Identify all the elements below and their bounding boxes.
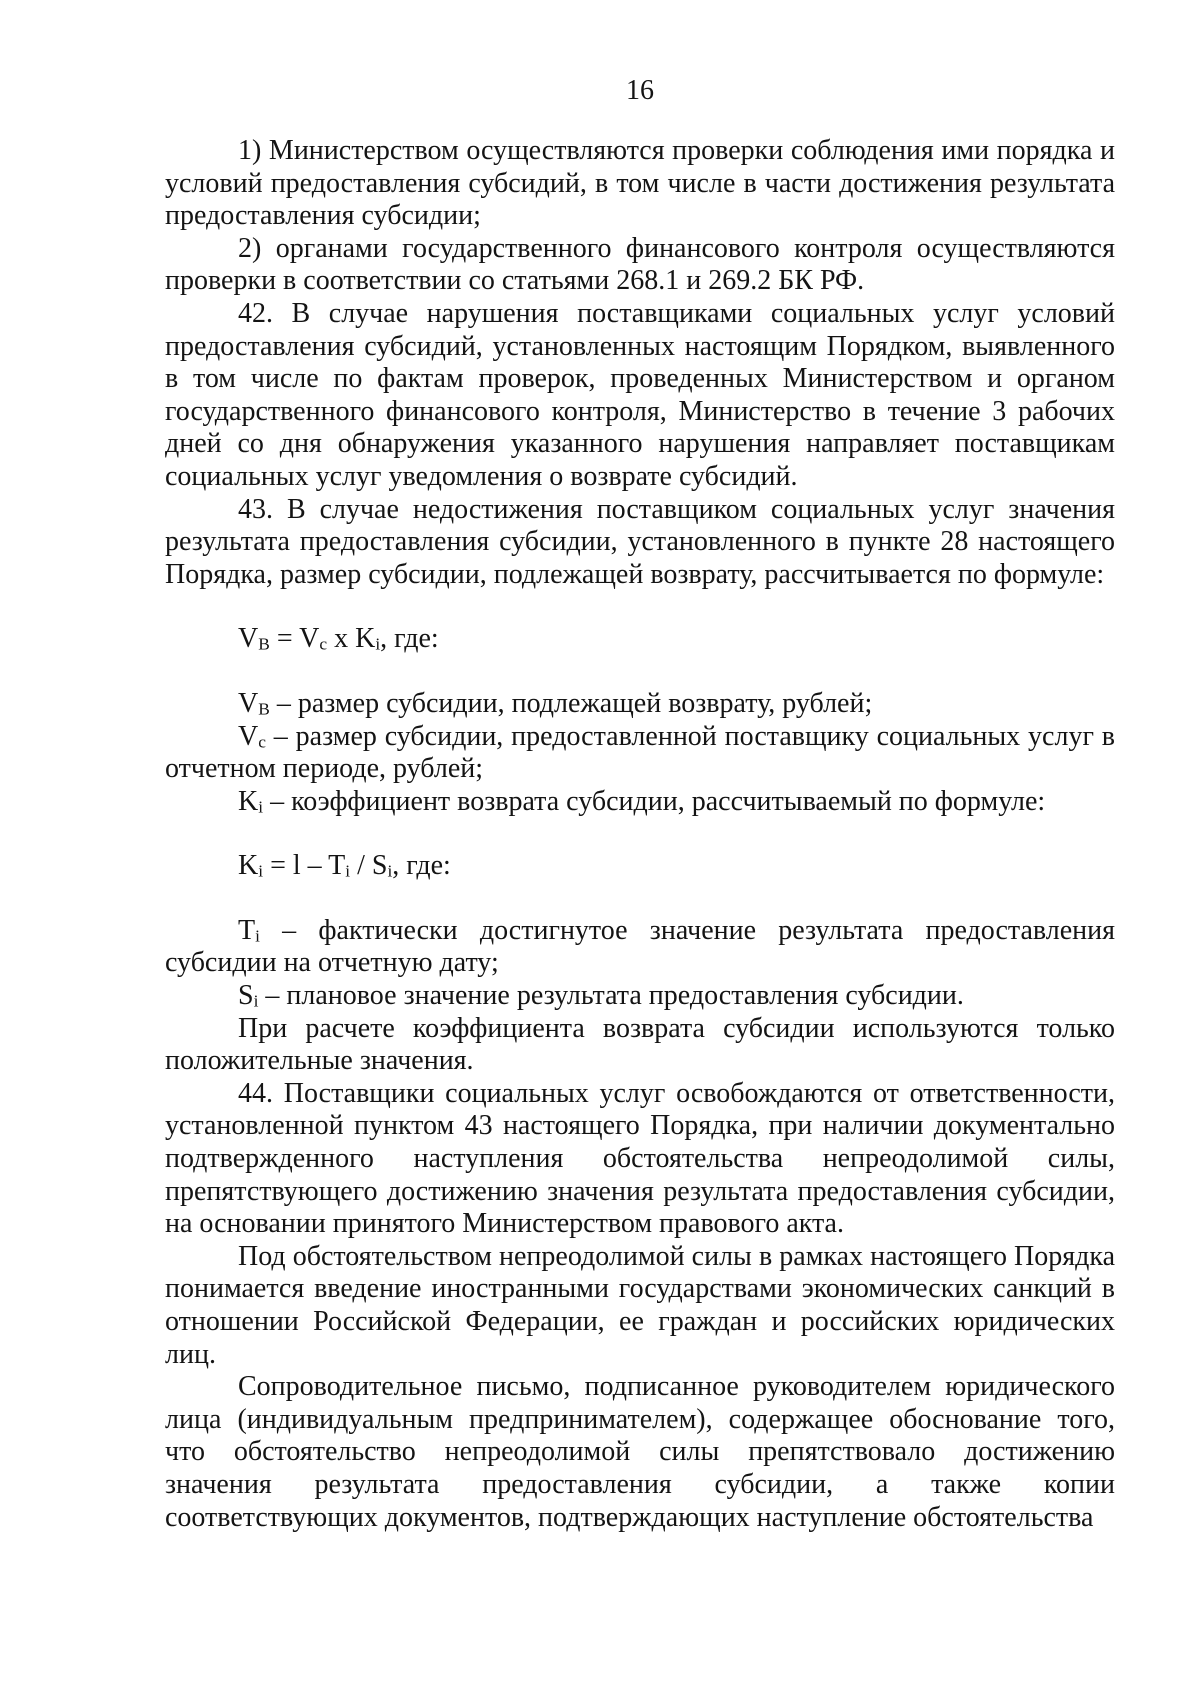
paragraph-44: 44. Поставщики социальных услуг освобождаются от ответственности, установленной пунктом 43 настоящего Порядка, при наличии документально подтвержденного наступления обстоятельства непреодолимой силы, препятствующего достижению значения результата предоставления субсидии, на основании принятого Министерством правового акта. [165,1077,1115,1240]
coefficient-note: При расчете коэффициента возврата субсидии используются только положительные значения. [165,1012,1115,1077]
definition-vb: $V_B$ – размер субсидии, подлежащей возврату, рублей; [238,687,873,719]
force-majeure-definition: Под обстоятельством непреодолимой силы в рамках настоящего Порядка понимается введение иностранными государствами экономических санкций в отношении Российской Федерации, ее граждан и российских юридических лиц. [165,1240,1115,1370]
paragraph-item-1: 1) Министерством осуществляются проверки соблюдения ими порядка и условий предоставления субсидий, в том числе в части достижения результата предоставления субсидии; [165,135,1115,232]
formula-vb: $V_B = V_c$ x $K_i$, где: [238,623,439,655]
definition-si: $S_i$ – плановое значение результата предоставления субсидии. [238,980,964,1012]
paragraph-43: 43. В случае недостижения поставщиком социальных услуг значения результата предоставления субсидии, установленного в пункте 28 настоящего Порядка, размер субсидии, подлежащей возврату, рассчитывается по формуле: [165,493,1115,590]
formula-ki: $K_i = l - T_i / S_i$, где: [238,850,451,882]
document-body [165,135,1115,1534]
page-number: 16 [626,75,654,106]
definition-vc: $V_c$ – размер субсидии, предоставленной поставщику социальных услуг в отчетном периоде, рублей; [165,720,1115,785]
paragraph-item-2: 2) органами государственного финансового контроля осуществляются проверки в соответствии со статьями 268.1 и 269.2 БК РФ. [165,232,1115,297]
definition-ki: $K_i$ – коэффициент возврата субсидии, рассчитываемый по формуле: [238,785,1046,817]
paragraph-42: 42. В случае нарушения поставщиками социальных услуг условий предоставления субсидий, установленных настоящим Порядком, выявленного в том числе по фактам проверок, проведенных Министерством и органом государственного финансового контроля, Министерство в течение 3 рабочих дней со дня обнаружения указанного нарушения направляет поставщикам социальных услуг уведомления о возврате субсидий. [165,297,1115,492]
cover-letter-paragraph: Сопроводительное письмо, подписанное руководителем юридического лица (индивидуальным предпринимателем), содержащее обоснование того, что обстоятельство непреодолимой силы препятствовало достижению значения результата предоставления субсидии, а также копии соответствующих документов, подтверждающих наступление обстоятельства [165,1371,1115,1533]
definition-ti: $T_i$ – фактически достигнутое значение результата предоставления субсидии на отчетную дату; [165,914,1115,979]
